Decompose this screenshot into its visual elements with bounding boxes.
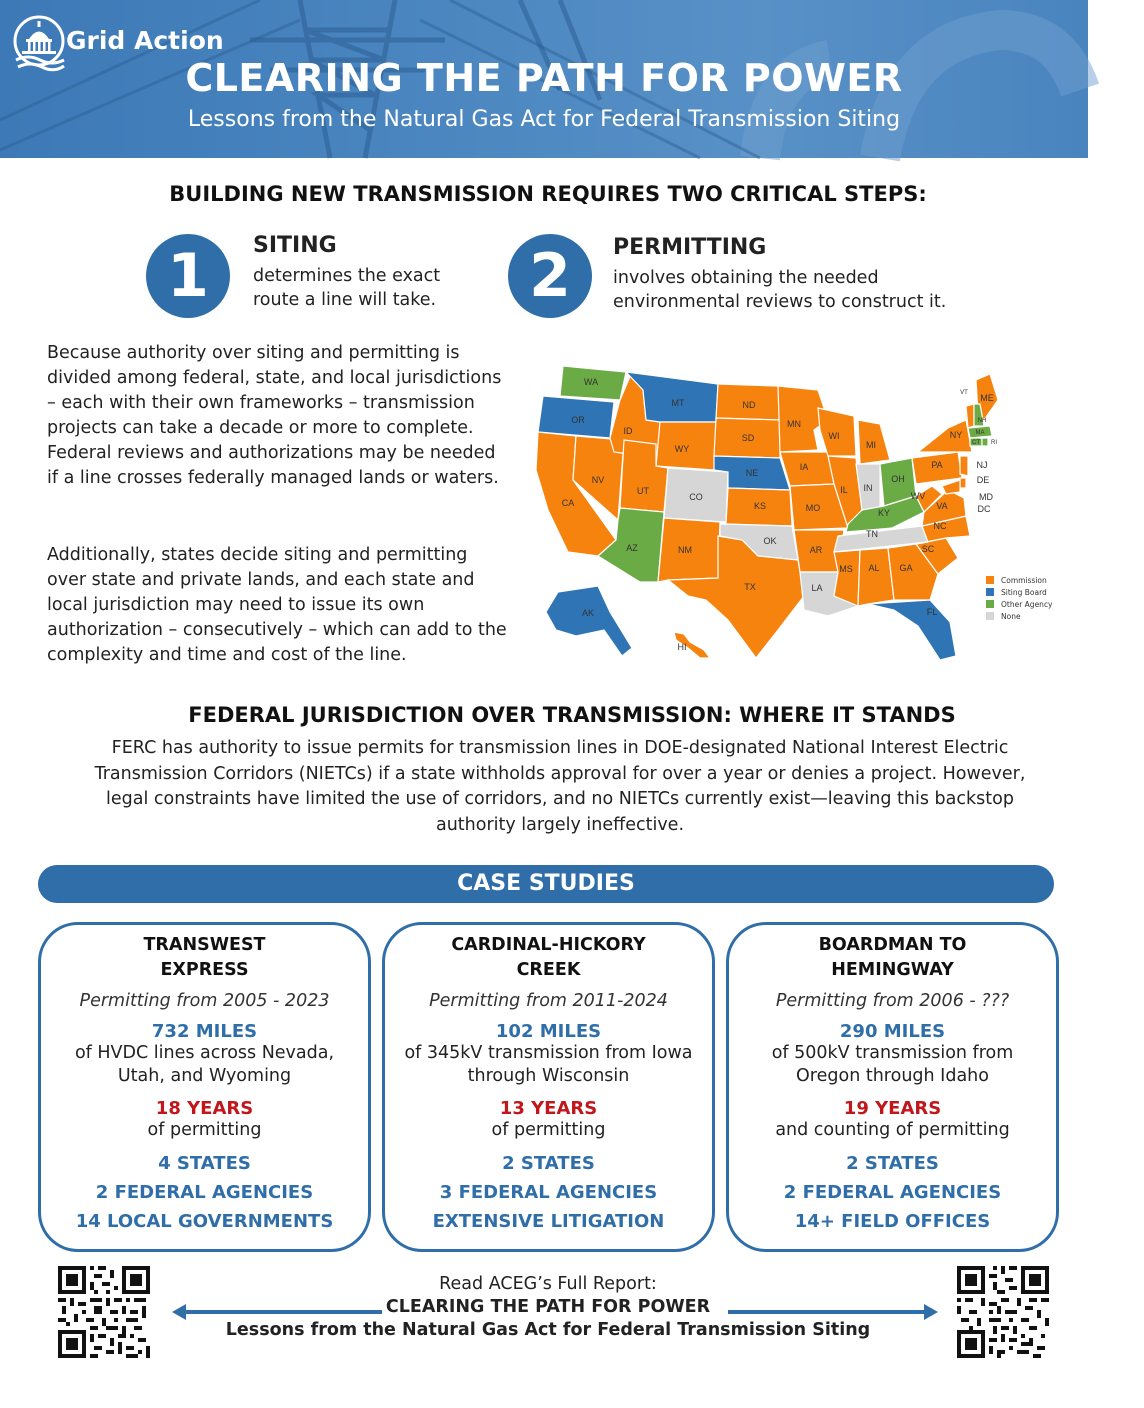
label-PA: PA: [931, 460, 943, 470]
case-title: BOARDMAN TO HEMINGWAY: [818, 935, 967, 980]
steps-heading: BUILDING NEW TRANSMISSION REQUIRES TWO CRITICAL STEPS:: [169, 182, 927, 206]
report-intro: Read ACEG’s Full Report:: [439, 1274, 657, 1294]
case-stat-states: 4 STATES: [158, 1153, 251, 1174]
legend-label: Other Agency: [1001, 599, 1053, 609]
label-GA: GA: [899, 563, 913, 573]
state-AK: [546, 586, 632, 656]
case-miles: 102 MILES: [495, 1021, 602, 1042]
federal-heading: FEDERAL JURISDICTION OVER TRANSMISSION: WHERE IT STANDS: [188, 703, 956, 727]
case-stat-extra: EXTENSIVE LITIGATION: [432, 1211, 665, 1232]
label-RI: RI: [991, 440, 997, 446]
step-1-line-1: determines the exact: [253, 266, 441, 286]
label-ID: ID: [623, 426, 633, 436]
case-stat-states: 2 STATES: [502, 1153, 595, 1174]
case-card-boardman-hemingway: [726, 922, 1059, 1252]
label-MD: MD: [979, 492, 993, 502]
label-HI: HI: [677, 642, 687, 652]
case-years-description: of permitting: [147, 1120, 262, 1140]
case-card-cardinal-hickory: [382, 922, 715, 1252]
label-AZ: AZ: [626, 543, 638, 553]
legend-label: Siting Board: [1001, 587, 1047, 597]
case-years: 19 YEARS: [843, 1098, 942, 1119]
header-banner: [0, 0, 1088, 158]
label-NJ: NJ: [976, 460, 988, 470]
label-ME: ME: [980, 393, 994, 403]
label-MI: MI: [866, 440, 876, 450]
label-WI: WI: [828, 431, 840, 441]
case-miles: 290 MILES: [839, 1021, 946, 1042]
case-miles-description: of 345kV transmission from Iowa through Wisconsin: [404, 1043, 693, 1086]
report-subtitle[interactable]: Lessons from the Natural Gas Act for Federal Transmission Siting: [225, 1320, 871, 1340]
us-siting-authority-map: [528, 360, 997, 665]
case-years: 13 YEARS: [499, 1098, 598, 1119]
label-IL: IL: [840, 485, 848, 495]
case-stat-extra: 14+ FIELD OFFICES: [794, 1211, 991, 1232]
label-IA: IA: [799, 462, 809, 472]
case-miles: 732 MILES: [151, 1021, 258, 1042]
label-DC: DC: [977, 504, 991, 514]
label-FL: FL: [926, 607, 938, 617]
label-UT: UT: [637, 486, 649, 496]
label-VT: VT: [960, 390, 968, 396]
label-AL: AL: [868, 563, 880, 573]
label-CT: CT: [972, 440, 980, 446]
case-period: Permitting from 2005 - 2023: [79, 991, 330, 1011]
label-NH: NH: [977, 418, 987, 424]
label-CA: CA: [561, 498, 575, 508]
legend-swatch: [986, 612, 994, 620]
case-stat-agencies: 3 FEDERAL AGENCIES: [439, 1182, 658, 1203]
label-NY: NY: [949, 430, 963, 440]
label-MS: MS: [839, 564, 853, 574]
case-stat-extra: 14 LOCAL GOVERNMENTS: [75, 1211, 334, 1232]
case-title: TRANSWEST EXPRESS: [143, 935, 266, 980]
label-SC: SC: [921, 544, 935, 554]
step-1-title: SITING: [253, 233, 337, 258]
label-WY: WY: [674, 444, 690, 454]
label-MT: MT: [671, 398, 685, 408]
label-DE: DE: [976, 475, 990, 485]
step-2-title: PERMITTING: [613, 235, 767, 260]
legend-label: Commission: [1001, 575, 1047, 585]
case-years-description: and counting of permitting: [775, 1120, 1010, 1140]
label-LA: LA: [811, 583, 823, 593]
state-FL: [868, 600, 956, 660]
case-miles-description: of HVDC lines across Nevada, Utah, and Wyoming: [74, 1043, 335, 1086]
label-KS: KS: [753, 501, 767, 511]
state-NY: [918, 420, 972, 452]
case-period: Permitting from 2006 - ???: [775, 991, 1010, 1011]
step-2-description: [613, 266, 946, 314]
label-MA: MA: [975, 430, 985, 436]
step-1-line-2: route a line will take.: [253, 290, 437, 310]
state-RI: [982, 438, 988, 446]
case-card-transwest: [38, 922, 371, 1252]
label-MO: MO: [805, 503, 821, 513]
label-WV: WV: [910, 491, 926, 501]
label-VA: VA: [936, 501, 948, 511]
legend-swatch: [986, 588, 994, 596]
step-2-line-1: involves obtaining the needed: [613, 268, 879, 288]
label-MN: MN: [787, 419, 801, 429]
main-title: CLEARING THE PATH FOR POWER: [185, 56, 903, 100]
state-NJ: [960, 456, 968, 476]
label-TN: TN: [866, 529, 878, 539]
jurisdiction-paragraph: Because authority over siting and permitting is divided among federal, state, and local jurisdictions – each with their own frameworks – transmission projects can take a decade or more to complete. Federal reviews and authorizations may be needed if a line crosses federally managed lands or waters.: [47, 343, 502, 488]
step-2-line-2: environmental reviews to construct it.: [613, 292, 947, 312]
case-years-description: of permitting: [491, 1120, 606, 1140]
legend-none: [986, 610, 1053, 622]
state-siting-paragraph: Additionally, states decide siting and permitting over state and private lands, and each state and local jurisdiction may need to issue its own authorization – consecutively – which can add to the complexity and time and cost of the line.: [47, 545, 507, 665]
label-AR: AR: [809, 545, 823, 555]
state-MD: [942, 480, 960, 494]
case-period: Permitting from 2011-2024: [429, 991, 668, 1011]
label-NV: NV: [591, 475, 605, 485]
label-OK: OK: [763, 536, 777, 546]
legend-swatch: [986, 600, 994, 608]
case-years: 18 YEARS: [155, 1098, 254, 1119]
main-subtitle: Lessons from the Natural Gas Act for Federal Transmission Siting: [187, 107, 901, 132]
legend-swatch: [986, 576, 994, 584]
legend-commission: [986, 574, 1053, 586]
map-legend: [986, 574, 1053, 622]
case-miles-description: of 500kV transmission from Oregon through Idaho: [771, 1043, 1014, 1086]
label-KY: KY: [877, 508, 891, 518]
label-OR: OR: [571, 415, 585, 425]
label-WA: WA: [583, 377, 599, 387]
label-NM: NM: [678, 545, 692, 555]
case-stat-agencies: 2 FEDERAL AGENCIES: [95, 1182, 314, 1203]
label-IN: IN: [863, 483, 873, 493]
state-MS: [834, 550, 860, 606]
step-2-number-circle: 2: [508, 234, 592, 318]
label-NC: NC: [933, 521, 947, 531]
legend-label: None: [1001, 611, 1021, 621]
label-SD: SD: [741, 433, 755, 443]
case-studies-banner: CASE STUDIES: [38, 865, 1054, 903]
case-stat-states: 2 STATES: [846, 1153, 939, 1174]
case-title: CARDINAL-HICKORY CREEK: [451, 935, 646, 980]
logo-text: Grid Action: [66, 25, 224, 55]
legend-other-agency: [986, 598, 1053, 610]
state-VT: [966, 404, 974, 428]
label-OH: OH: [891, 474, 905, 484]
step-1-description: [253, 264, 440, 312]
state-DE: [960, 478, 966, 488]
case-stat-agencies: 2 FEDERAL AGENCIES: [783, 1182, 1002, 1203]
legend-siting-board: [986, 586, 1053, 598]
label-ND: ND: [742, 400, 756, 410]
label-CO: CO: [689, 492, 703, 502]
report-title[interactable]: CLEARING THE PATH FOR POWER: [385, 1297, 711, 1317]
full-report-callout: [0, 1274, 1096, 1340]
step-1-number-circle: 1: [146, 234, 230, 318]
label-TX: TX: [744, 582, 756, 592]
label-AK: AK: [581, 608, 595, 618]
federal-text: FERC has authority to issue permits for transmission lines in DOE-designated National Interest Electric Transmission Corridors (NIETCs) if a state withholds approval for over a year or denies a project. However, legal constraints have limited the use of corridors, and no NIETCs currently exist—leaving this backstop authority largely ineffective.: [94, 738, 1026, 835]
label-NE: NE: [745, 468, 759, 478]
